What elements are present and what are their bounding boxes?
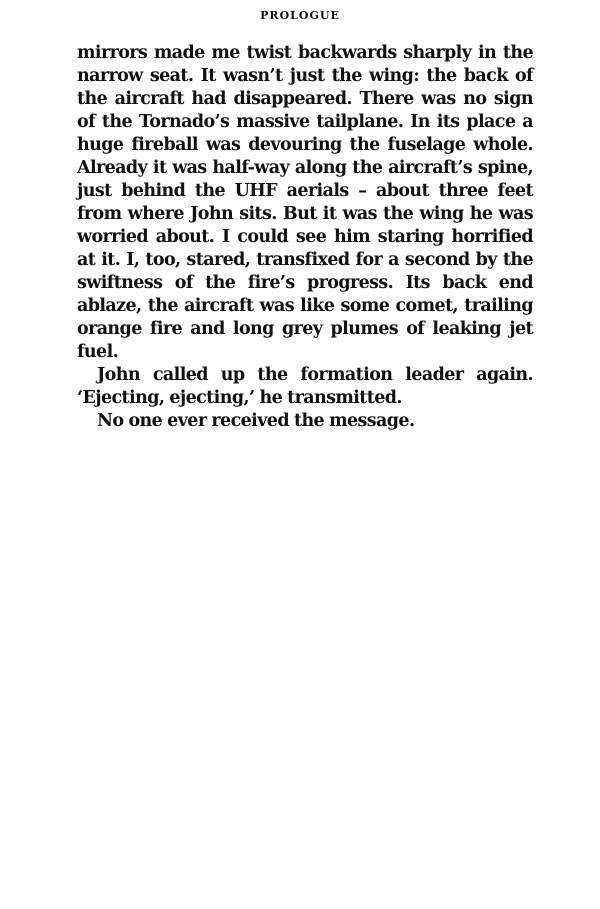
paragraph-2: John called up the formation leader again. ‘Ejecting, ejecting,’ he transmitted. bbox=[77, 365, 533, 408]
body-text bbox=[77, 42, 533, 433]
paragraph-3: No one ever received the message. bbox=[97, 411, 415, 431]
running-head: PROLOGUE bbox=[260, 9, 340, 22]
paragraph-1: mirrors made me twist backwards sharply in the narrow seat. It wasn’t just the wing: the back of the aircraft had disappeared. There was no sign of the Tornado’s massive tailplane. In its place a huge fireball was devouring the fuselage whole. Already it was half-way along the aircraft’s spine, just behind the UHF aerials – about three feet from where John sits. But it was the wing he was worried about. I could see him staring horrified at it. I, too, stared, transfixed for a second by the swiftness of the fire’s progress. Its back end ablaze, the aircraft was like some comet, trailing orange fire and long grey plumes of leaking jet fuel. bbox=[77, 43, 533, 362]
